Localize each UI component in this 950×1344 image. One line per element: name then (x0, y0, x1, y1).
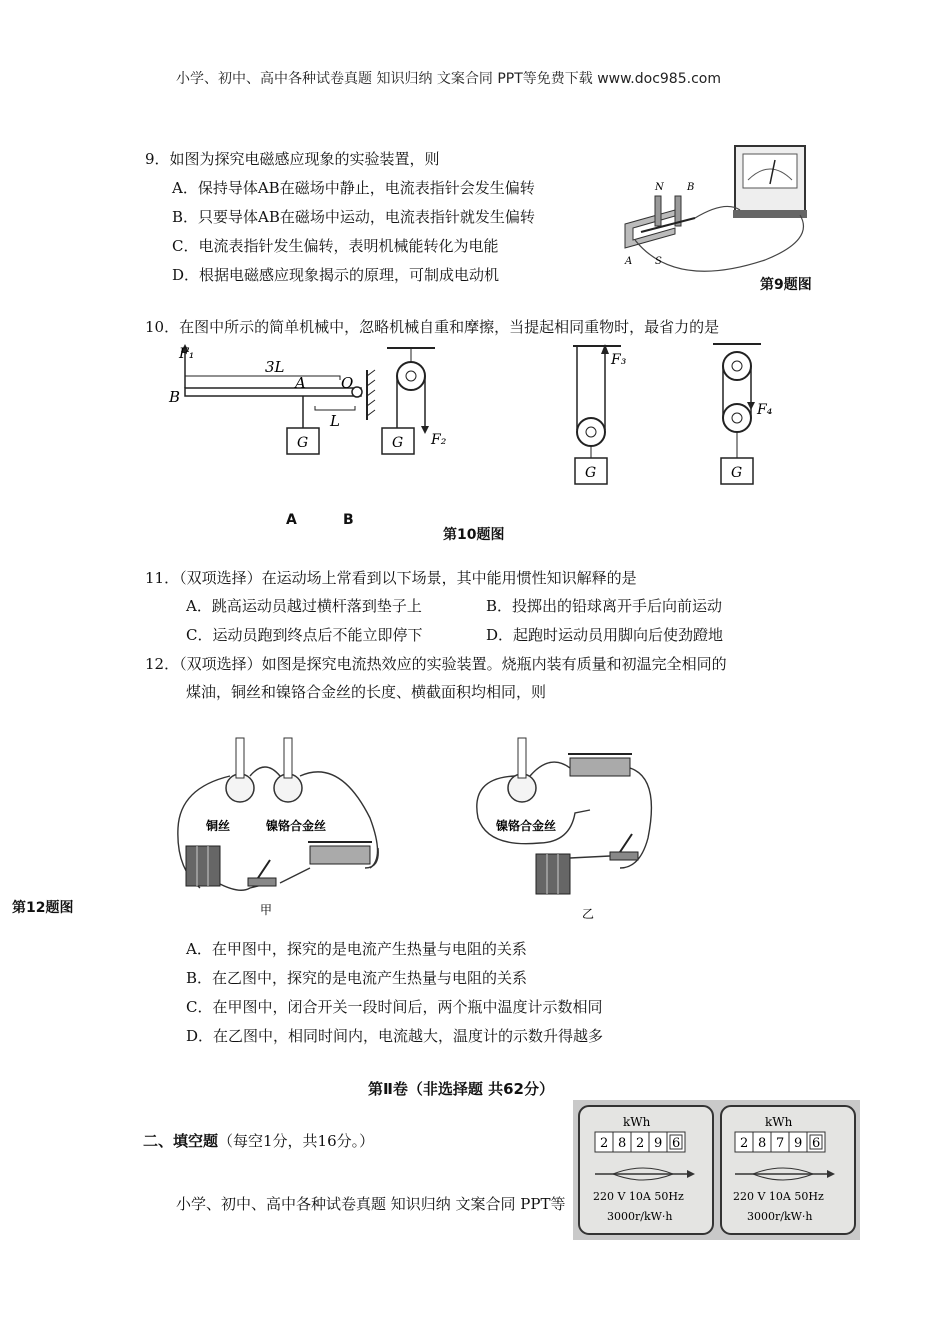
figure-label: 220 V 10A 50Hz (733, 1190, 824, 1203)
battery-icon (536, 854, 570, 894)
q12-option-c: C．在甲图中，闭合开关一段时间后，两个瓶中温度计示数相同 (186, 998, 603, 1016)
q9-stem: 9．如图为探究电磁感应现象的实验装置，则 (145, 150, 440, 168)
figure-label: 6 (672, 1136, 681, 1151)
figure-label: 3000r/kW·h (607, 1210, 673, 1223)
label-a: A (625, 256, 633, 267)
figure-label: F₁ (179, 346, 195, 362)
flask-icon (226, 738, 254, 802)
figure-label: 9 (654, 1136, 663, 1151)
q10-option-b-label: B (343, 512, 354, 528)
figure-label: 镍铬合金丝 (496, 819, 557, 833)
q12-stem-line1: 12．（双项选择）如图是探究电流热效应的实验装置。烧瓶内装有质量和初温完全相同的 (145, 655, 727, 673)
figure-label: 2 (740, 1136, 749, 1151)
figure-label: 3L (265, 358, 285, 376)
figure-label: O (341, 374, 354, 392)
battery-icon (186, 846, 220, 886)
q10-caption: 第10题图 (443, 527, 505, 543)
figure-label: B (169, 388, 181, 406)
rheostat-icon (308, 842, 372, 864)
figure-label: G (392, 435, 404, 451)
q11-option-d: D．起跑时运动员用脚向后使劲蹬地 (486, 626, 724, 644)
label-n: N (655, 182, 664, 193)
figure-label: 220 V 10A 50Hz (593, 1190, 684, 1203)
switch-icon (610, 834, 638, 860)
q11-stem: 11．（双项选择）在运动场上常看到以下场景，其中能用惯性知识解释的是 (145, 569, 637, 587)
q11-option-b: B．投掷出的铅球离开手后向前运动 (486, 597, 723, 615)
fill-section-heading (143, 1130, 374, 1151)
q9-option-a: A．保持导体AB在磁场中静止，电流表指针会发生偏转 (172, 179, 535, 197)
figure-label: 8 (618, 1136, 627, 1151)
figure-label: F₃ (611, 352, 627, 368)
figure-label: 乙 (582, 907, 595, 921)
q9-caption: 第9题图 (760, 277, 812, 293)
figure-label: 镍铬合金丝 (266, 819, 327, 833)
figure-label: 2 (636, 1136, 645, 1151)
q12-stem-line2: 煤油，铜丝和镍铬合金丝的长度、横截面积均相同，则 (186, 683, 547, 701)
figure-label: L (330, 412, 340, 430)
meter-panels (573, 1100, 860, 1240)
pulley-block-diagram (713, 344, 773, 484)
page-footer: 小学、初中、高中各种试卷真题 知识归纳 文案合同 PPT等 (176, 1195, 566, 1213)
figure-label: G (297, 435, 309, 451)
q10-figure (165, 340, 785, 495)
magnet-icon (625, 196, 681, 248)
q12-caption: 第12题图 (12, 900, 74, 916)
figure-label: 8 (758, 1136, 767, 1151)
figure-label: 9 (794, 1136, 803, 1151)
figure-label: G (585, 465, 597, 481)
q12-option-d: D．在乙图中，相同时间内，电流越大，温度计的示数升得越多 (186, 1027, 604, 1045)
q11-option-a: A．跳高运动员越过横杆落到垫子上 (186, 597, 422, 615)
page-header: 小学、初中、高中各种试卷真题 知识归纳 文案合同 PPT等免费下载 www.doc985.com (176, 71, 721, 87)
q9-option-b: B．只要导体AB在磁场中运动，电流表指针就发生偏转 (172, 208, 535, 226)
circuit-jia (178, 738, 378, 917)
q12-option-b: B．在乙图中，探究的是电流产生热量与电阻的关系 (186, 969, 528, 987)
flask-icon (274, 738, 302, 802)
fixed-pulley-diagram (382, 348, 447, 454)
label-s: S (655, 256, 662, 267)
figure-label: G (731, 465, 743, 481)
galvanometer-icon (733, 146, 807, 218)
figure-label: 6 (812, 1136, 821, 1151)
figure-label: 2 (600, 1136, 609, 1151)
figure-label: F₄ (757, 402, 773, 418)
section2-title: 第Ⅱ卷（非选择题 共62分） (368, 1080, 554, 1098)
figure-label: 铜丝 (206, 819, 231, 833)
figure-label: 甲 (260, 903, 273, 917)
label-b: B (687, 182, 695, 193)
q10-stem: 10．在图中所示的简单机械中，忽略机械自重和摩擦，当提起相同重物时，最省力的是 (145, 318, 720, 336)
meter-2 (721, 1106, 855, 1234)
fill-note: （每空1分，共16分。） (218, 1132, 375, 1150)
q9-option-d: D．根据电磁感应现象揭示的原理，可制成电动机 (172, 266, 500, 284)
q9-option-c: C．电流表指针发生偏转，表明机械能转化为电能 (172, 237, 499, 255)
q11-option-c: C．运动员跑到终点后不能立即停下 (186, 626, 423, 644)
figure-label: 7 (776, 1136, 785, 1151)
q10-option-a-label: A (286, 512, 297, 528)
flask-icon (508, 738, 536, 802)
lever-diagram (168, 344, 375, 454)
meter-1 (579, 1106, 713, 1234)
switch-icon (248, 860, 276, 886)
fill-title: 二、填空题 (143, 1132, 219, 1150)
meter-photo (573, 1100, 860, 1240)
figure-label: kWh (765, 1115, 793, 1129)
q12-figure (170, 718, 670, 923)
q9-figure (615, 140, 835, 280)
figure-label: 3000r/kW·h (747, 1210, 813, 1223)
circuit-yi (477, 738, 652, 921)
figure-label: kWh (623, 1115, 651, 1129)
figure-label: A (295, 374, 306, 392)
rheostat-icon (568, 754, 632, 776)
q12-option-a: A．在甲图中，探究的是电流产生热量与电阻的关系 (186, 940, 527, 958)
figure-label: F₂ (431, 432, 447, 448)
movable-pulley-diagram (573, 344, 627, 484)
